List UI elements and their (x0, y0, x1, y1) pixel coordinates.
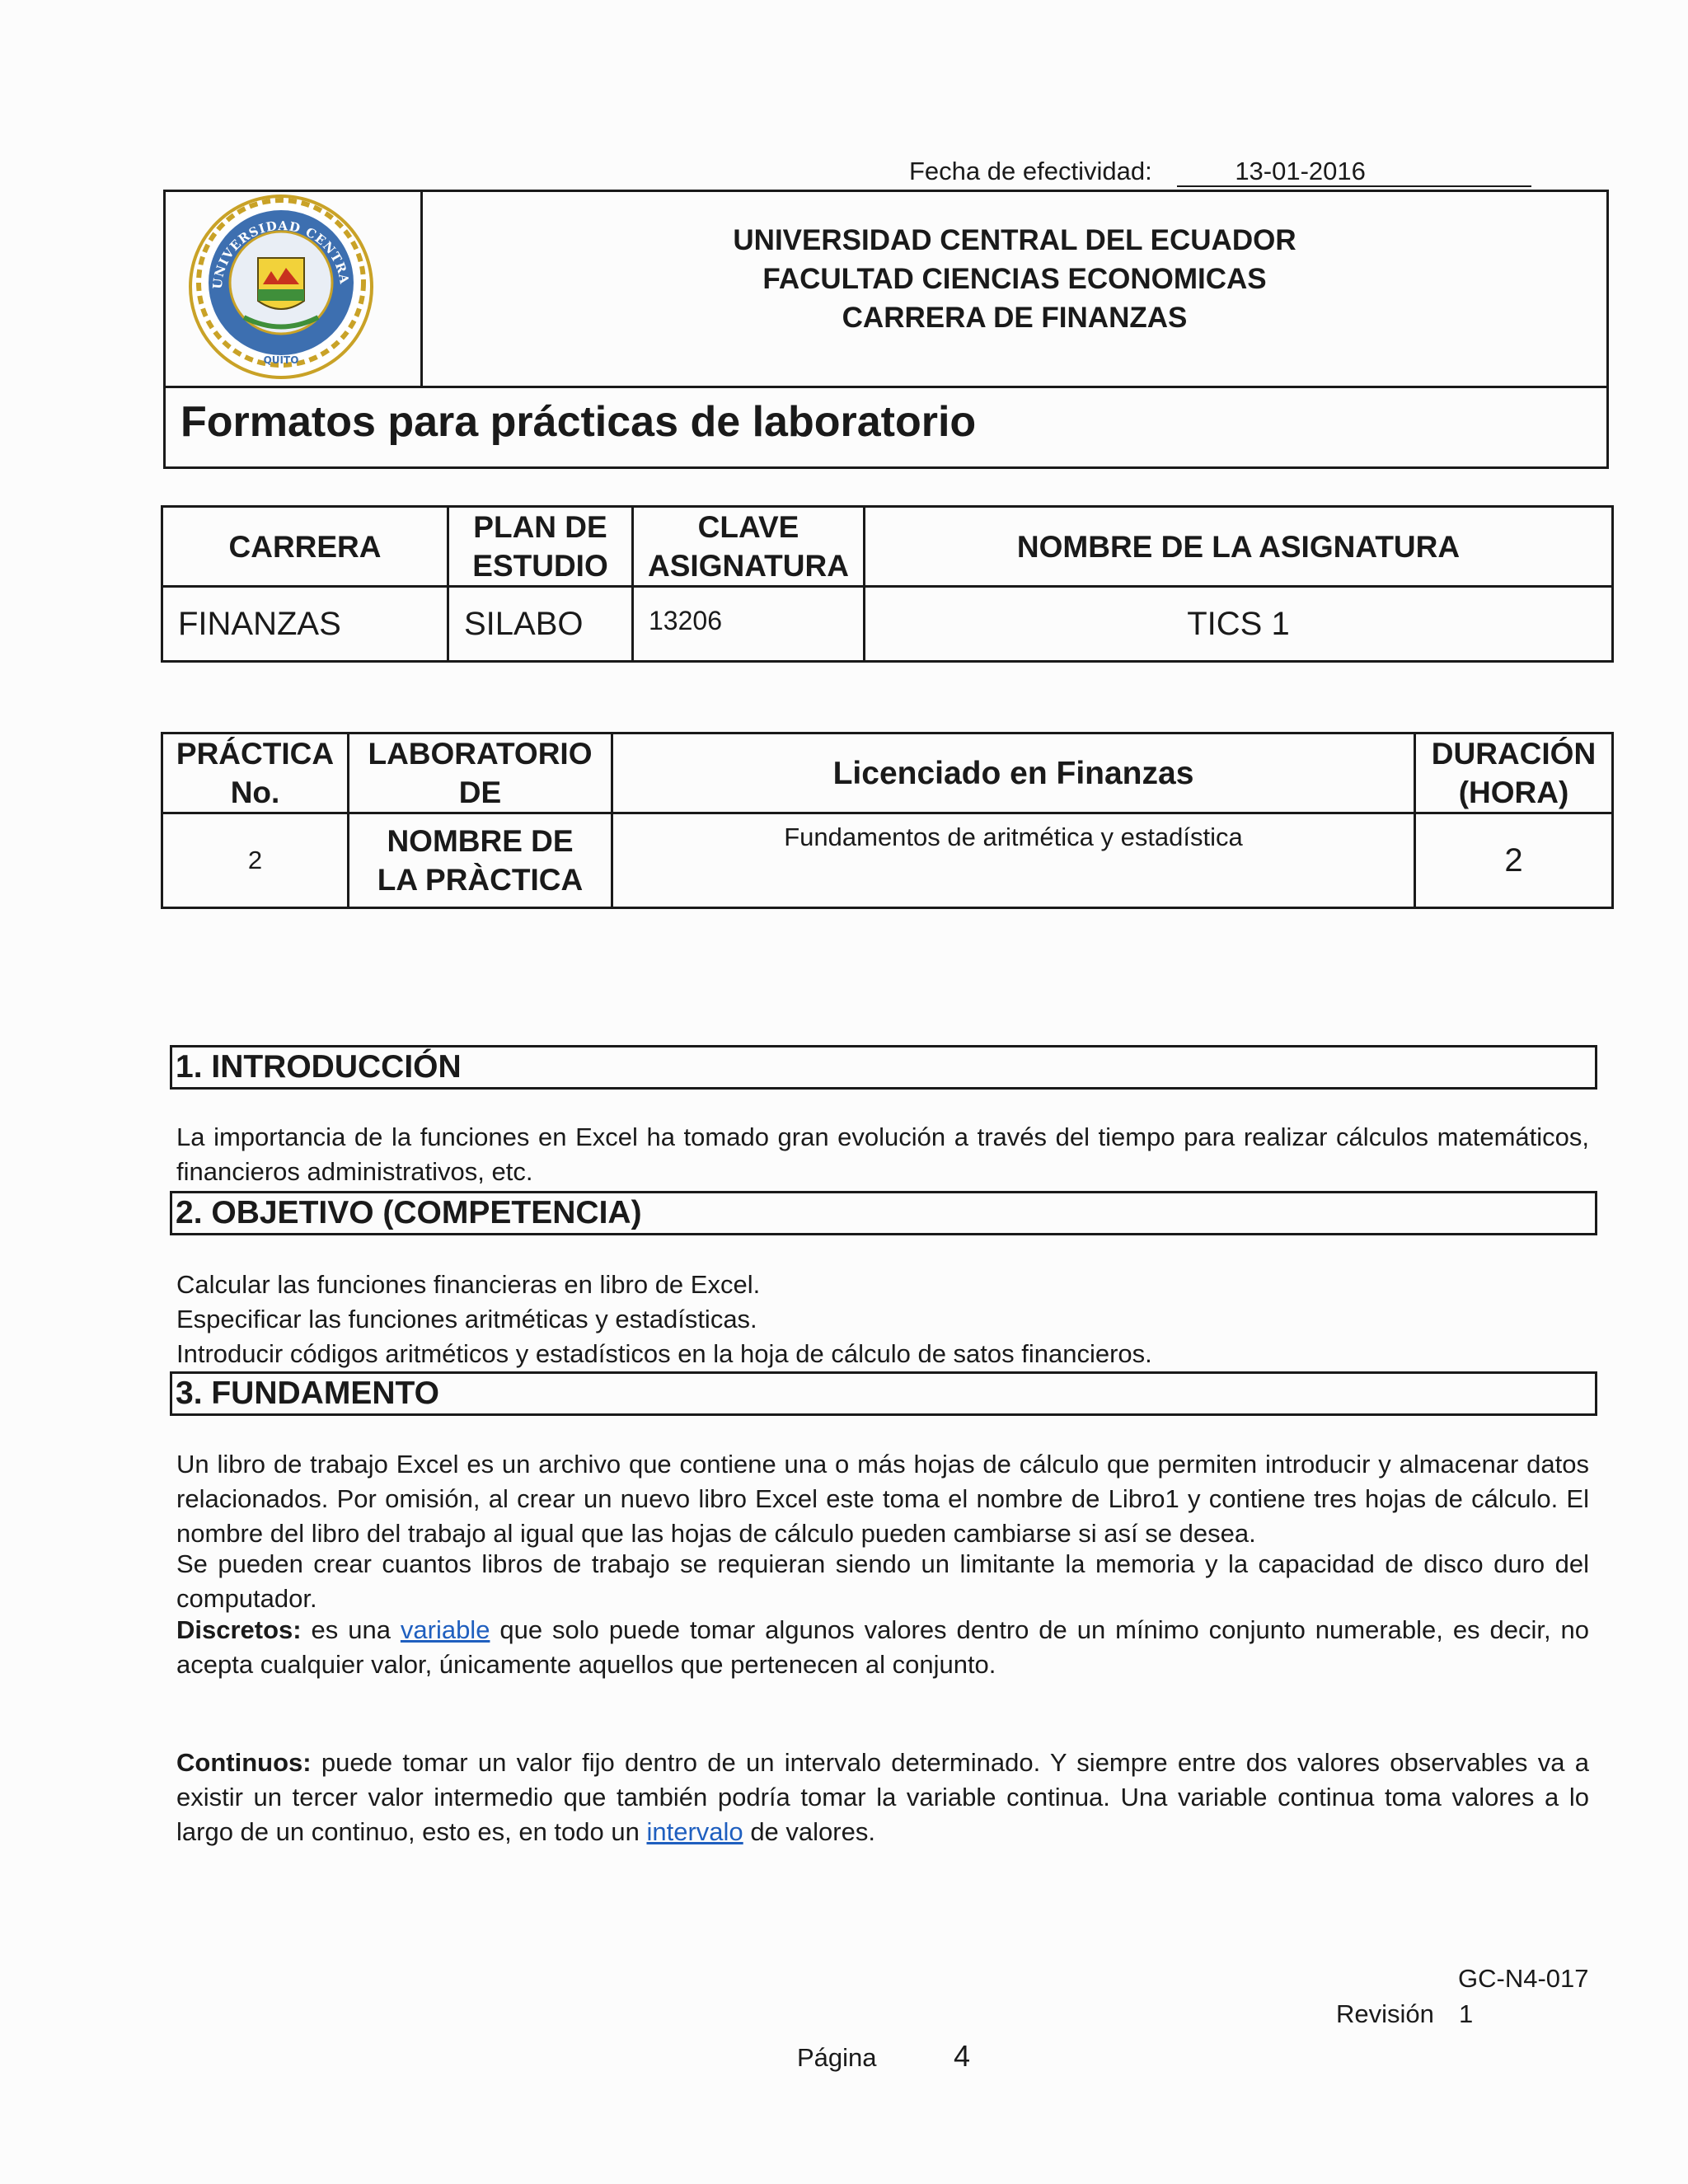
course-table-header-row (162, 507, 1613, 587)
university-name: UNIVERSIDAD CENTRAL DEL ECUADOR (733, 224, 1296, 256)
objetivo-line: Introducir códigos aritméticos y estadísticos en la hoja de cálculo de satos financieros. (176, 1339, 1152, 1368)
revision-label: Revisión (1336, 1999, 1434, 2028)
revision-value: 1 (1459, 1999, 1474, 2028)
nombre-practica-header: NOMBRE DE LA PRÀCTICA (349, 813, 612, 908)
nombre-practica-value: Fundamentos de aritmética y estadística (612, 813, 1415, 908)
introduccion-text: La importancia de la funciones en Excel ha tomado gran evolución a través del tiempo para realizar cálculos matemáticos, financieros administrativos, etc. (176, 1122, 1589, 1186)
fundamento-paragraph-1: Un libro de trabajo Excel es un archivo que contiene una o más hojas de cálculo que permiten introducir y almacenar datos relacionados. Por omisión, al crear un nuevo libro Excel este toma el nombre de Libro1 y contiene tres hojas de cálculo. El nombre del libro del trabajo al igual que las hojas de cálculo pueden cambiarse si así se desea. (176, 1450, 1589, 1548)
effective-date-field (1177, 157, 1531, 187)
logo-cell (166, 192, 423, 386)
effective-date-value: 13-01-2016 (1235, 157, 1366, 185)
intervalo-link[interactable]: intervalo (646, 1817, 743, 1846)
seal-bottom-text: QUITO (263, 354, 299, 366)
career-name: CARRERA DE FINANZAS (842, 302, 1188, 334)
university-seal-logo (166, 192, 423, 386)
practice-table (161, 732, 1614, 909)
plan-value: SILABO (448, 587, 633, 662)
duracion-header: DURACIÓN (HORA) (1415, 733, 1613, 813)
variable-link[interactable]: variable (400, 1615, 490, 1644)
nombre-asignatura-header: NOMBRE DE LA ASIGNATURA (865, 507, 1613, 587)
carrera-header: CARRERA (162, 507, 448, 587)
seal-ring-text: UNIVERSIDAD CENTRA (209, 218, 352, 290)
continuos-label: Continuos: (176, 1748, 312, 1777)
document-header (163, 190, 1609, 469)
laboratorio-value: Licenciado en Finanzas (612, 733, 1415, 813)
objetivo-list (176, 1268, 1589, 1371)
objetivo-line: Calcular las funciones financieras en libro de Excel. (176, 1270, 761, 1299)
institution-title-cell (423, 192, 1606, 386)
effective-date-line (909, 157, 1531, 187)
section-objetivo-title: 2. OBJETIVO (COMPETENCIA) (170, 1191, 1597, 1235)
page-label: Página (797, 2043, 877, 2072)
practica-header: PRÁCTICA No. (162, 733, 349, 813)
nombre-asignatura-value: TICS 1 (865, 587, 1613, 662)
objetivo-line: Especificar las funciones aritméticas y estadísticas. (176, 1305, 757, 1333)
course-table (161, 505, 1614, 663)
effective-date-label: Fecha de efectividad: (909, 157, 1152, 185)
duracion-value: 2 (1415, 813, 1613, 908)
course-table-row (162, 587, 1613, 662)
faculty-name: FACULTAD CIENCIAS ECONOMICAS (762, 263, 1267, 295)
continuos-paragraph: Continuos: puede tomar un valor fijo dentro de un intervalo determinado. Y siempre entre dos valores observables va a existir un tercer valor intermedio que también podría tomar la variable continua. Una variable continua toma valores a lo largo de un continuo, esto es, en todo un intervalo de valores. (176, 1748, 1589, 1846)
discretos-label: Discretos: (176, 1615, 302, 1644)
fundamento-paragraph-2: Se pueden crear cuantos libros de trabajo se requieran siendo un limitante la memoria y la capacidad de disco duro del computador. (176, 1549, 1589, 1613)
plan-header: PLAN DE ESTUDIO (448, 507, 633, 587)
clave-value: 13206 (633, 587, 865, 662)
laboratorio-header: LABORATORIO DE (349, 733, 612, 813)
carrera-value: FINANZAS (162, 587, 448, 662)
section-introduccion-title: 1. INTRODUCCIÓN (170, 1045, 1597, 1090)
practice-table-row (162, 813, 1613, 908)
practice-table-header-row (162, 733, 1613, 813)
page-number: 4 (954, 2039, 971, 2073)
document-code: GC-N4-017 (1458, 1964, 1589, 1993)
practica-number: 2 (162, 813, 349, 908)
section-fundamento-title: 3. FUNDAMENTO (170, 1371, 1597, 1416)
discretos-paragraph: Discretos: es una variable que solo puede tomar algunos valores dentro de un mínimo conjunto numerable, es decir, no acepta cualquier valor, únicamente aquellos que pertenecen al conjunto. (176, 1615, 1589, 1679)
clave-header: CLAVE ASIGNATURA (633, 507, 865, 587)
form-title: Formatos para prácticas de laboratorio (166, 386, 1606, 466)
